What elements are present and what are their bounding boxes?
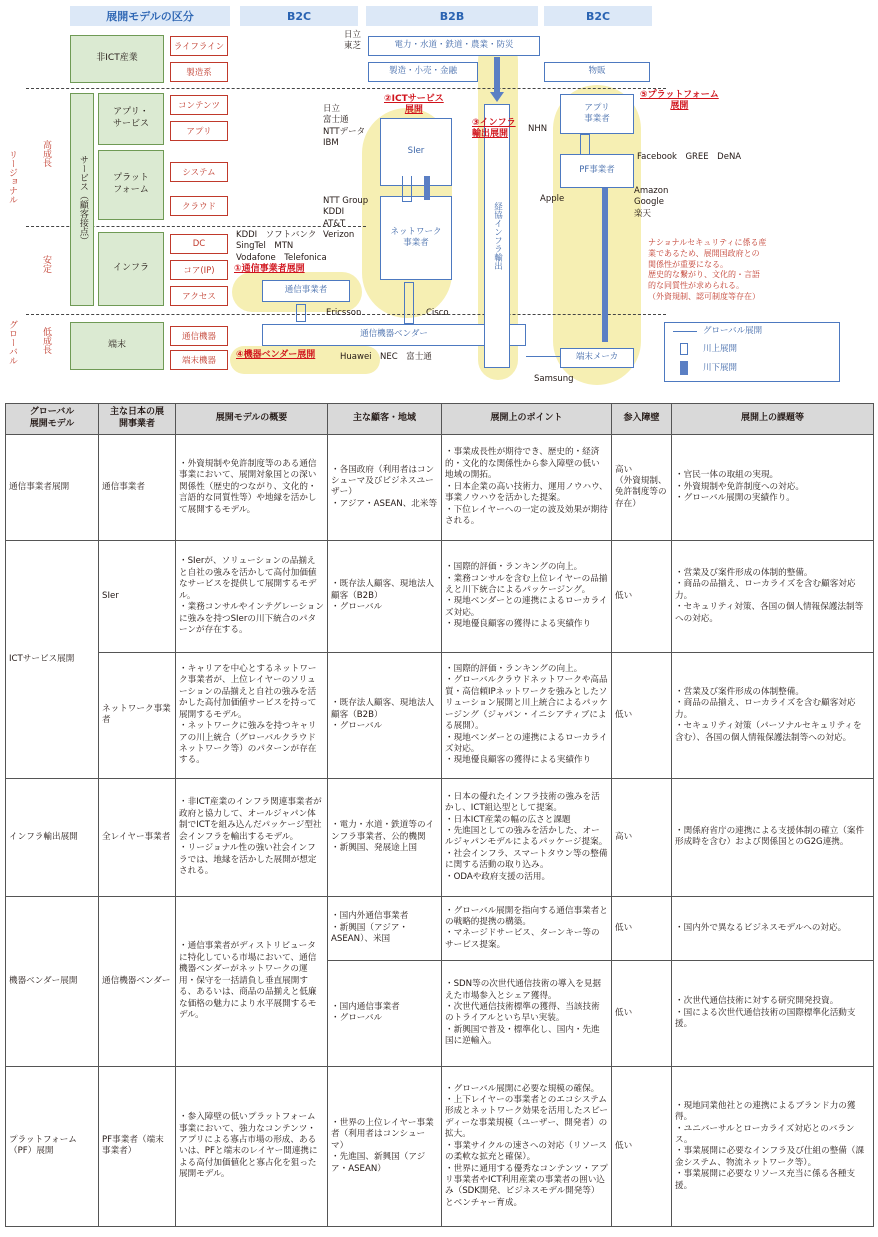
cell-model: ICTサービス展開	[6, 540, 99, 778]
th-issues: 展開上の課題等	[672, 404, 874, 435]
model-5: ⑤プラットフォーム 展開	[640, 90, 719, 111]
arrow-down-infra	[494, 57, 500, 93]
cell-overview: ・キャリアを中心とするネットワーク事業者が、上位レイヤーのソリューションの品揃えと自社の強みを活かした高付加価値サービスを持って展開するモデル。 ・ネットワークに強みを持つキャリアの川上統合（グローバルクラウドネットワーク等）のパターンが存在する。	[176, 652, 328, 778]
dc-box: DC	[170, 234, 228, 254]
header-b2b: B2B	[366, 6, 538, 26]
cell-issues: ・現地同業他社との連携によるブランド力の獲得。 ・ユニバーサルとローカライズ対応とのバランス。 ・事業展開に必要なインフラ及び仕組の整備（課金システム、物流ネットワーク等）。 ・事業展開に必要なリソース充当に係る各種支援。	[672, 1066, 874, 1226]
manufacturing-box: 製造系	[170, 62, 228, 82]
table-row	[6, 652, 874, 778]
cell-barrier: 低い	[612, 960, 672, 1066]
cell-issues: ・営業及び案件形成の体制整備。 ・商品の品揃え、ローカライズを含む顧客対応力。 ・セキュリティ対策（パーソナルセキュリティを含む）、各国の個人情報保護法制等への対応。	[672, 652, 874, 778]
companies-ntt: NTT Group KDDI AT&T Verizon	[323, 196, 369, 241]
legend-down-icon	[680, 361, 688, 375]
th-customers: 主な顧客・地域	[328, 404, 442, 435]
cell-overview: ・SIerが、ソリューションの品揃えと自社の強みを活かして高付加価値なサービスを提供して展開するモデル。 ・業務コンサルやインテグレーションに強みを持つSIerの川下統合のパターンが存在する。	[176, 540, 328, 652]
label-high-growth: 高成長	[41, 140, 51, 167]
arrow-down-sier	[424, 176, 430, 200]
cell-overview: ・参入障壁の低いプラットフォーム事業において、強力なコンテンツ・アプリによる寡占市場の形成、あるいは、PFと端末のレイヤー間連携による高付加価値化と寡占化を狙った展開モデル。	[176, 1066, 328, 1226]
cloud-box: クラウド	[170, 196, 228, 216]
label-low-growth: 低成長	[41, 327, 51, 354]
arrow-up-app	[580, 134, 590, 154]
header-b2c-left: B2C	[240, 6, 358, 26]
companies-pf: Facebook GREE DeNA	[637, 152, 742, 162]
cell-points: ・国際的評価・ランキングの向上。 ・グローバルクラウドネットワークや高品質・高信頼IPネットワークを強みとしたソリューション展開と川上統合によるパッケージング（ジャパン・イニシアティブによる展開）。 ・現地ベンダーとの連携によるローカライズ対応。 ・現地優良顧客の獲得による実績作り	[442, 652, 612, 778]
arrow-down-pf	[602, 188, 608, 342]
core-box: コア(IP)	[170, 260, 228, 280]
arrow-head-infra	[490, 92, 504, 102]
cell-biz: 通信機器ベンダー	[99, 896, 176, 1066]
system-box: システム	[170, 162, 228, 182]
table-row	[6, 1066, 874, 1226]
header-b2c-right: B2C	[544, 6, 652, 26]
infra: インフラ	[98, 232, 164, 306]
sales-box: 物販	[544, 62, 650, 82]
cell-customers: ・国内外通信事業者 ・新興国（アジア・ASEAN）、米国	[328, 896, 442, 960]
model-3: ③インフラ 輸出展開	[472, 118, 516, 139]
platform: プラット フォーム	[98, 150, 164, 220]
lifeline-box: ライフライン	[170, 36, 228, 56]
cell-issues: ・国内外で異なるビジネスモデルへの対応。	[672, 896, 874, 960]
cell-points: ・SDN等の次世代通信技術の導入を見据えた市場参入とシェア獲得。 ・次世代通信技術標準の獲得、当該技術のトライアルといち早い実装。 ・新興国で普及・標準化し、国内・先進国に逆輸入。	[442, 960, 612, 1066]
th-model: グローバル 展開モデル	[6, 404, 99, 435]
cell-points: ・事業成長性が期待でき、歴史的・経済的・文化的な関係性から参入障壁の低い地域の開拓。 ・日本企業の高い技術力、運用ノウハウ、事業ノウハウを活かした提案。 ・下位レイヤーへの一定の波及効果が期待される。	[442, 434, 612, 540]
legend	[664, 322, 840, 382]
company-ericsson: Ericsson	[326, 308, 362, 318]
terminal-maker-box: 端末メーカ	[560, 348, 634, 368]
cell-customers: ・既存法人顧客、現地法人顧客（B2B） ・グローバル	[328, 540, 442, 652]
divider-top	[26, 88, 666, 89]
arrow-up-network	[404, 282, 414, 324]
model-4: ④機器ベンダー展開	[236, 350, 316, 360]
cell-model: プラットフォーム（PF）展開	[6, 1066, 99, 1226]
cell-barrier: 低い	[612, 1066, 672, 1226]
service-column: サービス（顧客接点）	[70, 93, 94, 306]
network-box: ネットワーク 事業者	[380, 196, 452, 280]
th-barrier: 参入障壁	[612, 404, 672, 435]
table-row	[6, 540, 874, 652]
cell-model: 機器ベンダー展開	[6, 896, 99, 1066]
cell-customers: ・国内通信事業者 ・グローバル	[328, 960, 442, 1066]
non-ict-industry: 非ICT産業	[70, 35, 164, 83]
security-note: ナショナルセキュリティに係る産 業であるため、展開国政府との 関係性が重要になる。 歴史的な繋がり、文化的・言語 的な同質性が求められる。 （外資規制、認可制度等存在）	[648, 238, 767, 301]
company-samsung: Samsung	[534, 374, 574, 384]
cell-model: インフラ輸出展開	[6, 778, 99, 896]
model-1: ①通信事業者展開	[234, 264, 305, 274]
cell-points: ・日本の優れたインフラ技術の強みを活かし、ICT組込型として提案。 ・日本ICT産業の幅の広さと課題 ・先進国としての強みを活かした、オールジャパンモデルによるパッケージ提案。 ・社会インフラ、スマートタウン等の整備に関する活動の取り込み。 ・ODAや政府支援の活用。	[442, 778, 612, 896]
cell-customers: ・既存法人顧客、現地法人顧客（B2B） ・グローバル	[328, 652, 442, 778]
label-stable: 安定	[41, 255, 51, 273]
company-apple: Apple	[540, 194, 565, 204]
cell-biz: PF事業者（端末事業者）	[99, 1066, 176, 1226]
power-box: 電力・水道・鉄道・農業・防災	[368, 36, 540, 56]
cell-barrier: 低い	[612, 540, 672, 652]
cell-customers: ・電力・水道・鉄道等のインフラ事業者、公的機関 ・新興国、発展途上国	[328, 778, 442, 896]
vendor-box: 通信機器ベンダー	[262, 324, 526, 346]
legend-global-icon	[673, 331, 697, 332]
cell-issues: ・官民一体の取組の実現。 ・外資規制や免許制度への対応。 ・グローバル展開の実績作り。	[672, 434, 874, 540]
cell-barrier: 低い	[612, 652, 672, 778]
cell-biz: SIer	[99, 540, 176, 652]
cell-points: ・グローバル展開に必要な規模の確保。 ・上下レイヤーの事業者とのエコシステム形成とネットワーク効果を活用したスピーディーな事業規模（ユーザー、開発者）の拡大。 ・事業サイクルの速さへの対応（リソースの柔軟な拡充と確保）。 ・世界に通用する優秀なコンテンツ・アプリ事業者やICT利用産業の事業者の囲い込み（SDK開発、ビジネスモデル開発等）とベンチャー育成。	[442, 1066, 612, 1226]
infra-export-box: 経協インフラ輸出	[484, 104, 510, 368]
company-nhn: NHN	[528, 124, 548, 134]
cell-barrier: 高い （外資規制、免許制度等の存在）	[612, 434, 672, 540]
companies-kddi: KDDI ソフトバンク SingTel MTN Vodafone Telefonica	[236, 230, 327, 263]
pf-biz-box: PF事業者	[560, 154, 634, 188]
mfg-retail-box: 製造・小売・金融	[368, 62, 478, 82]
cell-model: 通信事業者展開	[6, 434, 99, 540]
cell-overview: ・外資規制や免許制度等のある通信事業において、展開対象国との深い関係性（歴史的つながり、文化的・言語的な同質性等）や地縁を活かして展開するモデル。	[176, 434, 328, 540]
table-row	[6, 778, 874, 896]
cell-points: ・国際的評価・ランキングの向上。 ・業務コンサルを含む上位レイヤーの品揃えと川下統合によるパッケージング。 ・現地ベンダーとの連携によるローカライズ対応。 ・現地優良顧客の獲得による実績作り	[442, 540, 612, 652]
cell-customers: ・各国政府（利用者はコンシューマ及びビジネスユーザー） ・アジア・ASEAN、北米等	[328, 434, 442, 540]
legend-downstream: 川下展開	[703, 363, 738, 373]
cell-overview: ・非ICT産業のインフラ関連事業者が政府と協力して、オールジャパン体制でICTを組み込んだパッケージ型社会インフラを輸出するモデル。 ・リージョナル性の強い社会インフラでは、地縁を活かした展開が想定される。	[176, 778, 328, 896]
cell-biz: ネットワーク事業者	[99, 652, 176, 778]
model-2: ②ICTサービス 展開	[384, 94, 444, 115]
telecom-box: 通信事業者	[262, 280, 350, 302]
table-row	[6, 896, 874, 960]
terminal-device-box: 端末機器	[170, 350, 228, 370]
cell-barrier: 低い	[612, 896, 672, 960]
table-header-row	[6, 404, 874, 435]
label-global: グローバル	[7, 320, 17, 365]
companies-amazon: Amazon Google 楽天	[634, 186, 669, 219]
cell-biz: 全レイヤー事業者	[99, 778, 176, 896]
contents-box: コンテンツ	[170, 95, 228, 115]
sier-box: SIer	[380, 118, 452, 186]
terminal: 端末	[70, 322, 164, 370]
cell-biz: 通信事業者	[99, 434, 176, 540]
cell-issues: ・次世代通信技術に対する研究開発投資。 ・国による次世代通信技術の国際標準化活動支援。	[672, 960, 874, 1066]
cell-customers: ・世界の上位レイヤー事業者（利用者はコンシューマ） ・先進国、新興国（アジア・ASEAN）	[328, 1066, 442, 1226]
cell-barrier: 高い	[612, 778, 672, 896]
companies-huawei: Huawei NEC 富士通	[340, 352, 432, 362]
global-arrow-line	[526, 356, 560, 357]
cell-issues: ・営業及び案件形成の体制的整備。 ・商品の品揃え、ローカライズを含む顧客対応力。 ・セキュリティ対策、各国の個人情報保護法制等への対応。	[672, 540, 874, 652]
app-biz-box: アプリ 事業者	[560, 94, 634, 134]
app-box: アプリ	[170, 121, 228, 141]
table-row	[6, 434, 874, 540]
companies-hitachi-group: 日立 富士通 NTTデータ IBM	[323, 104, 366, 149]
legend-upstream: 川上展開	[703, 344, 738, 354]
th-points: 展開上のポイント	[442, 404, 612, 435]
cell-points: ・グローバル展開を指向する通信事業者との戦略的提携の構築。 ・マネージドサービス、ターンキー等のサービス提案。	[442, 896, 612, 960]
header-model: 展開モデルの区分	[70, 6, 230, 26]
th-overview: 展開モデルの概要	[176, 404, 328, 435]
cell-overview: ・通信事業者がディストリビュータに特化している市場において、通信機器ベンダーがネットワークの運用・保守を一括請負し垂直展開する、あるいは、商品の品揃えと低廉な価格の魅力により水平展開するモデル。	[176, 896, 328, 1066]
deployment-model-table	[5, 403, 874, 1227]
companies-hitachi-toshiba: 日立 東芝	[344, 30, 362, 52]
legend-global: グローバル展開	[703, 326, 763, 336]
th-biz: 主な日本の展 開事業者	[99, 404, 176, 435]
company-cisco: Cisco	[426, 308, 449, 318]
arrow-up-sier	[402, 176, 412, 202]
arrow-up-telecom	[296, 304, 306, 322]
access-box: アクセス	[170, 286, 228, 306]
legend-up-icon	[680, 343, 688, 355]
app-service: アプリ・ サービス	[98, 93, 164, 145]
cell-issues: ・関係府省庁の連携による支援体制の確立（案件形成時を含む）および関係国とのG2G連携。	[672, 778, 874, 896]
comm-device-box: 通信機器	[170, 326, 228, 346]
label-regional: リージョナル	[7, 150, 17, 204]
